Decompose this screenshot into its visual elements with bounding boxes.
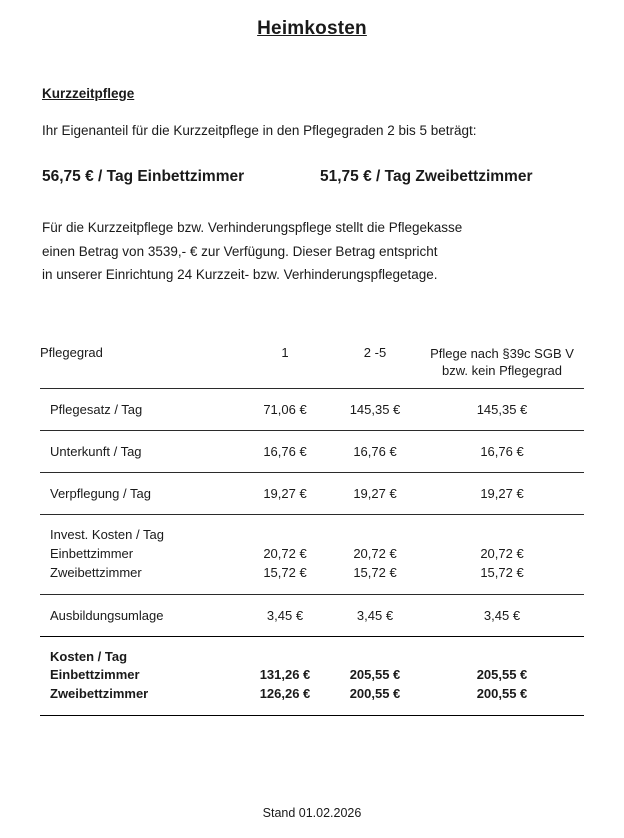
row-value-col-2: 145,35 € <box>349 401 401 417</box>
invest-values-col-1 <box>240 515 330 594</box>
row-label: Ausbildungsumlage <box>50 607 164 623</box>
row-value-col-1: 3,45 € <box>266 607 304 623</box>
header-col-3-line-1: Pflege nach §39c SGB V <box>430 345 574 361</box>
header-col-3 <box>420 345 584 389</box>
rates-row <box>40 168 584 186</box>
header-col-2: 2 -5 <box>363 344 387 360</box>
row-value-col-2: 16,76 € <box>353 443 397 459</box>
total-double-col-2: 200,55 € <box>349 686 401 702</box>
invest-label-line-3: Zweibettzimmer <box>50 564 142 580</box>
cost-table <box>40 345 584 716</box>
invest-double-col-3: 15,72 € <box>480 564 524 580</box>
total-values-col-1 <box>240 637 330 716</box>
invest-values-col-3 <box>420 515 584 594</box>
info-paragraph-line-2: einen Betrag von 3539,- € zur Verfügung. Dieser Betrag entspricht <box>42 243 438 259</box>
total-label-line-2: Einbettzimmer <box>50 667 140 683</box>
row-value-col-3: 19,27 € <box>480 485 524 501</box>
total-values-col-3 <box>420 637 584 716</box>
total-double-col-1: 126,26 € <box>259 686 311 702</box>
invest-single-col-1: 20,72 € <box>263 545 307 561</box>
total-label-line-1: Kosten / Tag <box>50 648 128 664</box>
divider-row <box>40 716 584 717</box>
footer-date: Stand 01.02.2026 <box>262 806 362 820</box>
row-label-block <box>40 515 240 594</box>
row-label: Verpflegung / Tag <box>50 485 151 501</box>
row-value-col-2: 3,45 € <box>356 607 394 623</box>
info-paragraph-line-3: in unserer Einrichtung 24 Kurzzeit- bzw. Verhinderungspflegetage. <box>42 267 438 283</box>
invest-values-col-2 <box>330 515 420 594</box>
row-value-col-1: 19,27 € <box>263 485 307 501</box>
row-label: Pflegesatz / Tag <box>50 401 143 417</box>
table-header-row <box>40 345 584 389</box>
rate-single-room: 56,75 € / Tag Einbettzimmer <box>42 168 245 185</box>
invest-label-line-2: Einbettzimmer <box>50 545 134 561</box>
table-row <box>40 473 584 515</box>
total-double-col-3: 200,55 € <box>476 686 528 702</box>
row-value-col-1: 71,06 € <box>263 401 307 417</box>
row-value-col-3: 145,35 € <box>476 401 528 417</box>
total-label-line-3: Zweibettzimmer <box>50 686 149 702</box>
row-label: Unterkunft / Tag <box>50 443 142 459</box>
invest-label-line-1: Invest. Kosten / Tag <box>50 526 164 542</box>
total-single-col-2: 205,55 € <box>349 667 401 683</box>
divider-line-thick <box>40 716 584 717</box>
table-row <box>40 389 584 431</box>
invest-single-col-2: 20,72 € <box>353 545 397 561</box>
rate-double-room: 51,75 € / Tag Zweibettzimmer <box>320 168 533 185</box>
header-col-3-line-2: bzw. kein Pflegegrad <box>442 363 562 379</box>
header-col-1: 1 <box>281 344 289 360</box>
table-row-invest-costs <box>40 515 584 594</box>
table-row <box>40 431 584 473</box>
page-title: Heimkosten <box>257 18 367 39</box>
row-value-col-3: 16,76 € <box>480 443 524 459</box>
row-value-col-1: 16,76 € <box>263 443 307 459</box>
invest-single-col-3: 20,72 € <box>480 545 524 561</box>
row-value-col-3: 3,45 € <box>483 607 521 623</box>
header-label: Pflegegrad <box>40 344 103 360</box>
info-paragraph <box>40 216 584 287</box>
info-paragraph-line-1: Für die Kurzzeitpflege bzw. Verhinderungspflege stellt die Pflegekasse <box>42 220 463 235</box>
table-row-total-costs <box>40 637 584 716</box>
total-single-col-1: 131,26 € <box>259 667 311 683</box>
invest-double-col-1: 15,72 € <box>263 564 307 580</box>
intro-text: Ihr Eigenanteil für die Kurzzeitpflege in den Pflegegraden 2 bis 5 beträgt: <box>42 123 477 138</box>
total-label-block <box>40 637 240 716</box>
table-row-training-levy <box>40 595 584 637</box>
invest-double-col-2: 15,72 € <box>353 564 397 580</box>
row-value-col-2: 19,27 € <box>353 485 397 501</box>
total-values-col-2 <box>330 637 420 716</box>
section-heading-kurzzeitpflege: Kurzzeitpflege <box>42 86 135 101</box>
total-single-col-3: 205,55 € <box>476 667 528 683</box>
document-page <box>0 10 624 838</box>
